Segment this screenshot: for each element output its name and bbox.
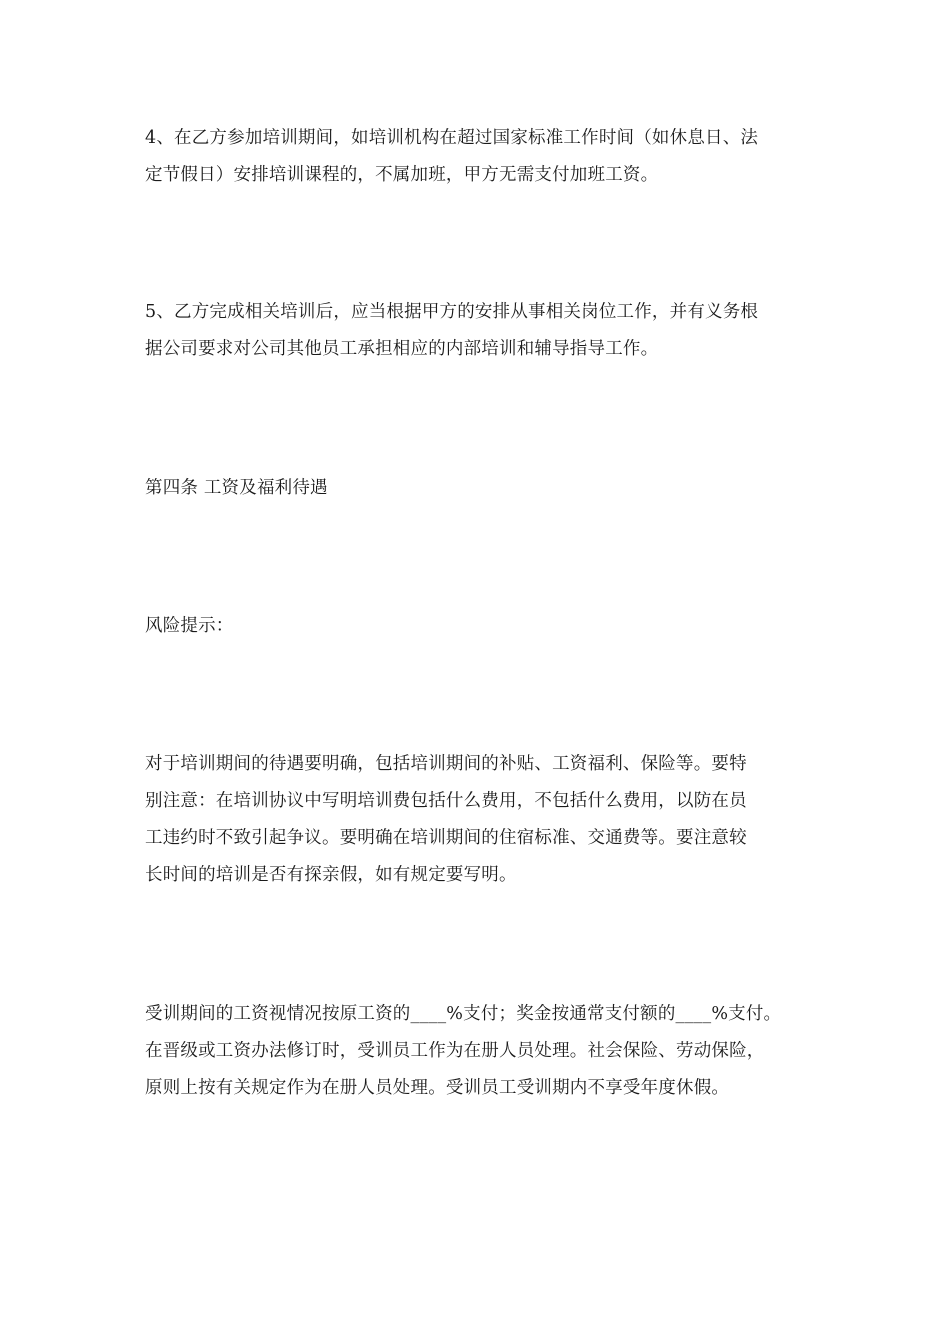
wage-clause-line-2: 在晋级或工资办法修订时，受训员工作为在册人员处理。社会保险、劳动保险， [145, 1041, 765, 1061]
risk-label: 风险提示： [145, 616, 234, 636]
wage-clause-line-3: 原则上按有关规定作为在册人员处理。受训员工受训期内不享受年度休假。 [145, 1078, 730, 1098]
article-4-heading: 第四条 工资及福利待遇 [145, 478, 328, 498]
risk-text-line-4: 长时间的培训是否有探亲假，如有规定要写明。 [145, 865, 517, 885]
clause-5-line-2: 据公司要求对公司其他员工承担相应的内部培训和辅导指导工作。 [145, 339, 659, 359]
risk-text-line-3: 工违约时不致引起争议。要明确在培训期间的住宿标准、交通费等。要注意较 [145, 828, 747, 848]
clause-4-line-1: 4、在乙方参加培训期间，如培训机构在超过国家标准工作时间（如休息日、法 [145, 128, 759, 148]
clause-4-line-2: 定节假日）安排培训课程的，不属加班，甲方无需支付加班工资。 [145, 165, 659, 185]
wage-clause-line-1: 受训期间的工资视情况按原工资的____%支付；奖金按通常支付额的____%支付。 [145, 1004, 782, 1024]
risk-text-line-2: 别注意：在培训协议中写明培训费包括什么费用，不包括什么费用，以防在员 [145, 791, 747, 811]
clause-5-line-1: 5、乙方完成相关培训后，应当根据甲方的安排从事相关岗位工作，并有义务根 [145, 302, 759, 322]
risk-text-line-1: 对于培训期间的待遇要明确，包括培训期间的补贴、工资福利、保险等。要特 [145, 754, 747, 774]
